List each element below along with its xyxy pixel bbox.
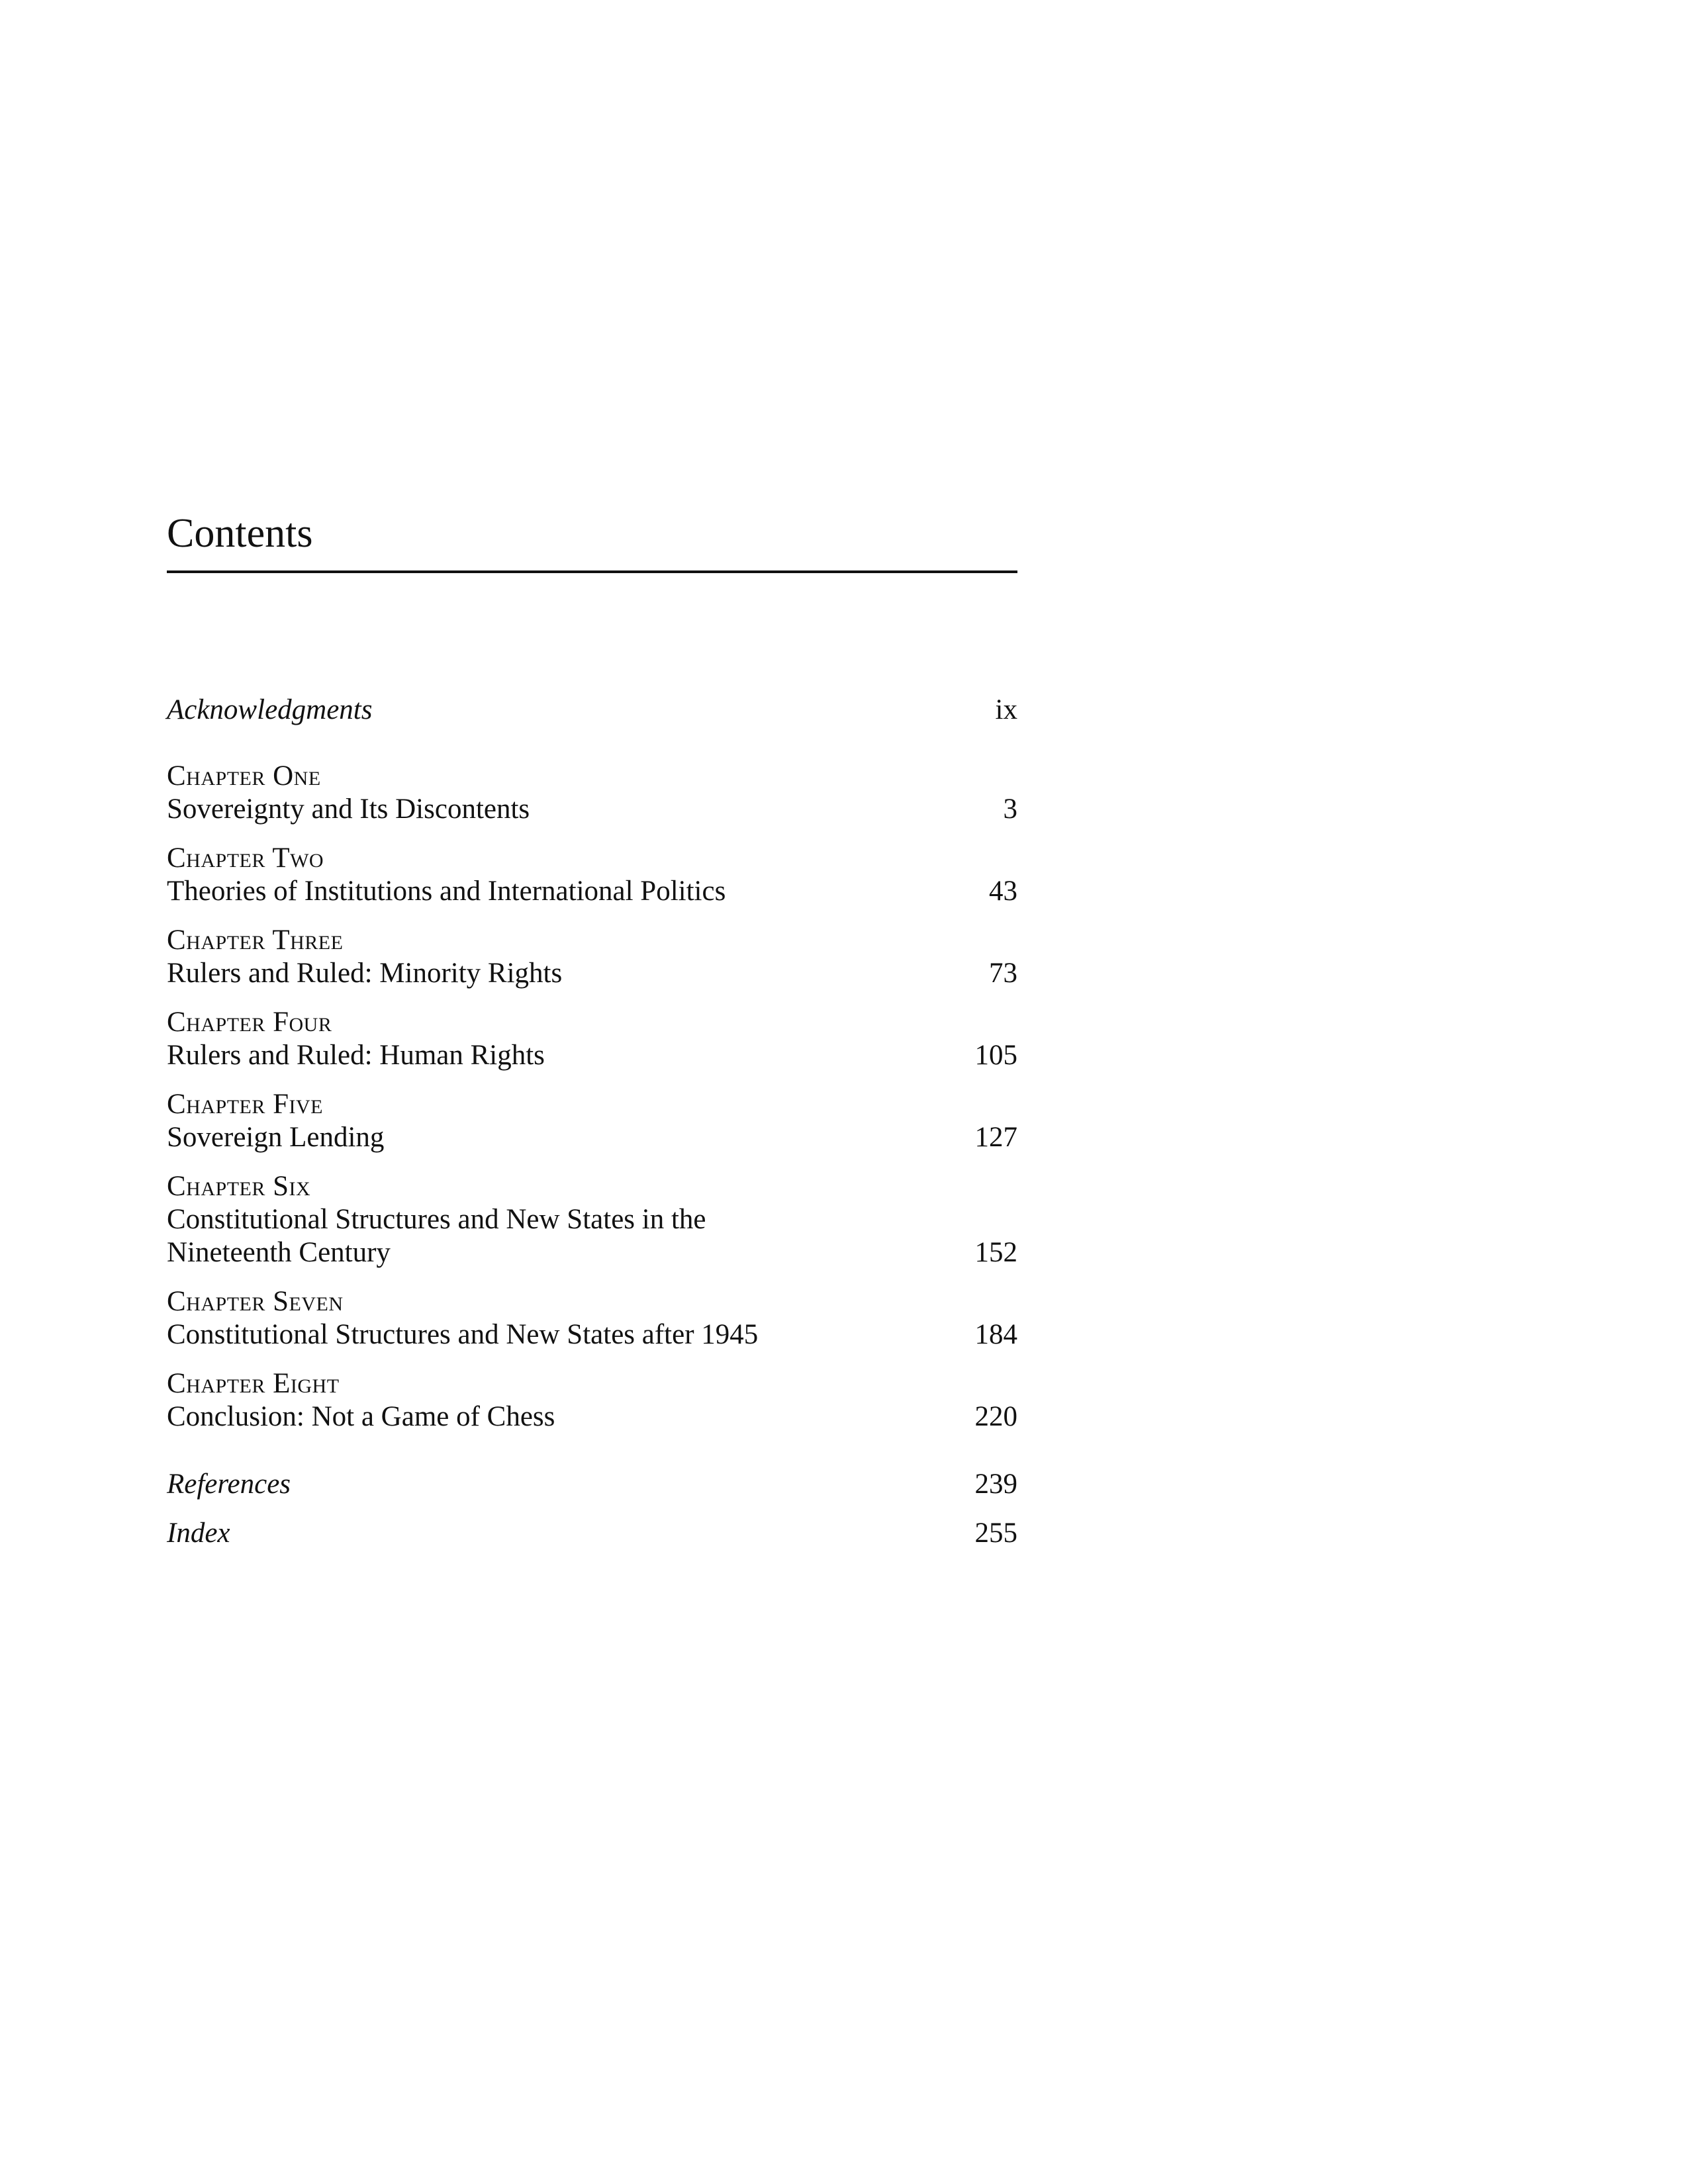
toc-page-number: 152	[974, 1237, 1017, 1268]
toc-entry-label: References	[167, 1469, 291, 1500]
chapter-title: Sovereign Lending	[167, 1122, 385, 1153]
chapter-title: Conclusion: Not a Game of Chess	[167, 1401, 555, 1432]
toc-entry-acknowledgments[interactable]	[167, 694, 1017, 727]
toc-page-number: 255	[974, 1518, 1017, 1549]
toc-page-number: 73	[989, 958, 1017, 989]
chapter-kicker: Chapter Three	[167, 925, 344, 956]
toc-page-number: 3	[1003, 794, 1017, 825]
toc-entry-chapter-2[interactable]	[167, 842, 1017, 908]
chapter-title: Sovereignty and Its Discontents	[167, 794, 530, 825]
toc-entry-chapter-5[interactable]	[167, 1088, 1017, 1154]
toc-page-number: 239	[974, 1469, 1017, 1500]
chapter-kicker: Chapter Six	[167, 1171, 311, 1202]
toc-entry-index[interactable]	[167, 1517, 1017, 1550]
chapter-kicker: Chapter Five	[167, 1089, 324, 1120]
chapter-kicker: Chapter Seven	[167, 1286, 344, 1317]
toc-entry-references[interactable]	[167, 1468, 1017, 1501]
toc-page-number: 43	[989, 876, 1017, 907]
chapter-title-line-2: Nineteenth Century	[167, 1237, 391, 1268]
toc-entry-chapter-7[interactable]	[167, 1285, 1017, 1351]
toc-entry-chapter-4[interactable]	[167, 1006, 1017, 1072]
chapter-title: Constitutional Structures and New States after 1945	[167, 1319, 759, 1350]
toc-page-number: 105	[974, 1040, 1017, 1071]
title-rule	[167, 570, 1017, 573]
page-title: Contents	[167, 511, 313, 556]
chapter-title-line-1: Constitutional Structures and New States in the	[167, 1204, 706, 1235]
chapter-kicker: Chapter Eight	[167, 1368, 340, 1399]
toc-entry-chapter-3[interactable]	[167, 924, 1017, 990]
chapter-title: Theories of Institutions and International Politics	[167, 876, 726, 907]
toc-page-number: 220	[974, 1401, 1017, 1432]
toc-entry-label: Index	[167, 1518, 230, 1549]
chapter-title: Rulers and Ruled: Human Rights	[167, 1040, 545, 1071]
toc-entry-chapter-8[interactable]	[167, 1367, 1017, 1433]
toc-page-number: 184	[974, 1319, 1017, 1350]
toc-entry-chapter-1[interactable]	[167, 760, 1017, 826]
chapter-kicker: Chapter Four	[167, 1007, 332, 1038]
chapter-kicker: Chapter Two	[167, 842, 324, 874]
toc-entry-chapter-6[interactable]	[167, 1170, 1017, 1269]
toc-page-number: 127	[974, 1122, 1017, 1153]
toc-entry-label: Acknowledgments	[167, 694, 373, 725]
chapter-title: Rulers and Ruled: Minority Rights	[167, 958, 563, 989]
chapter-kicker: Chapter One	[167, 760, 321, 792]
toc-page-number: ix	[995, 694, 1017, 725]
